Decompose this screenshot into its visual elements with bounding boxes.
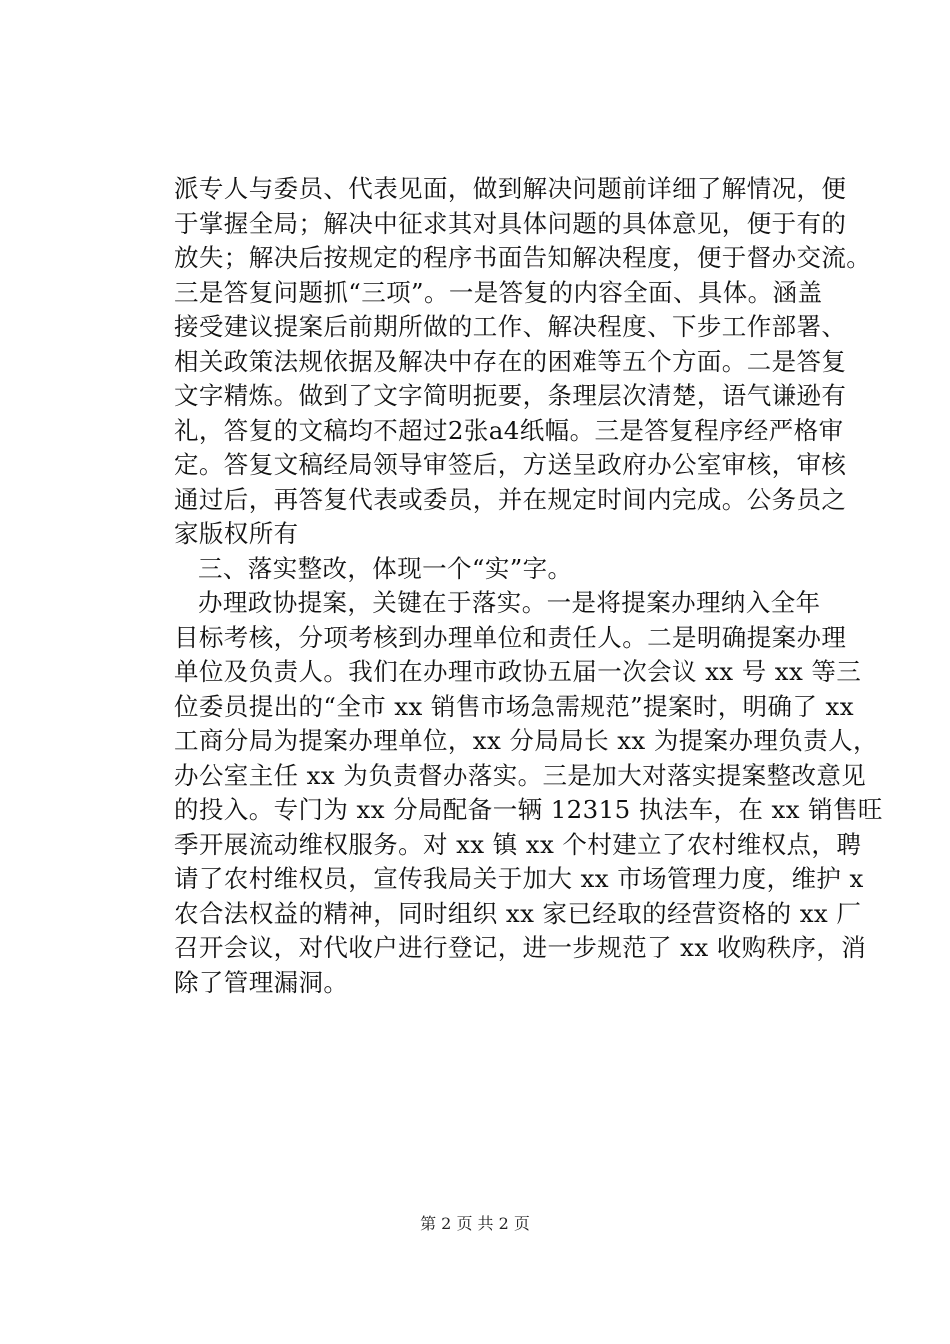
paragraph-1 [174,172,872,552]
text-line: 农合法权益的精神，同时组织 xx 家已经取的经营资格的 xx 厂 [174,898,862,928]
document-body [174,172,883,1000]
text-line: 放失；解决后按规定的程序书面告知解决程度，便于督办交流。 [174,243,872,272]
text-line: 位委员提出的“全市 xx 销售市场急需规范”提案时，明确了 xx [174,691,854,721]
text-line: 的投入。专门为 xx 分局配备一辆 12315 执法车，在 xx 销售旺 [174,795,883,824]
text-line: 家版权所有 [174,519,299,548]
text-line: 工商分局为提案办理单位，xx 分局局长 xx 为提案办理负责人， [174,726,878,755]
text-line: 目标考核，分项考核到办理单位和责任人。二是明确提案办理 [174,622,847,652]
section-heading: 三、落实整改，体现一个“实”字。 [198,553,573,583]
text-line: 除了管理漏洞。 [174,967,349,997]
text-line: 单位及负责人。我们在办理市政协五届一次会议 xx 号 xx 等三 [174,657,862,686]
paragraph-2 [174,586,883,1000]
text-line: 礼，答复的文稿均不超过2张a4纸幅。三是答复程序经严格审 [174,415,844,445]
text-line: 于掌握全局；解决中征求其对具体问题的具体意见，便于有的 [174,208,847,238]
text-line: 三是答复问题抓“三项”。一是答复的内容全面、具体。涵盖 [174,277,823,307]
text-line: 请了农村维权员，宣传我局关于加大 xx 市场管理力度，维护 x [174,864,864,893]
text-line: 接受建议提案后前期所做的工作、解决程度、下步工作部署、 [174,312,847,341]
text-line: 办公室主任 xx 为负责督办落实。三是加大对落实提案整改意见 [174,760,867,790]
text-line: 文字精炼。做到了文字简明扼要，条理层次清楚，语气谦逊有 [174,381,847,410]
text-line: 派专人与委员、代表见面，做到解决问题前详细了解情况，便 [174,174,847,203]
text-line: 季开展流动维权服务。对 xx 镇 xx 个村建立了农村维权点，聘 [174,829,862,859]
text-line: 定。答复文稿经局领导审签后，方送呈政府办公室审核，审核 [174,450,847,479]
text-line: 相关政策法规依据及解决中存在的困难等五个方面。二是答复 [174,346,847,376]
text-line: 召开会议，对代收户进行登记，进一步规范了 xx 收购秩序，消 [174,933,867,962]
text-line: 通过后，再答复代表或委员，并在规定时间内完成。公务员之 [174,484,847,514]
page-number: 第 2 页 共 2 页 [420,1214,530,1233]
text-line: 办理政协提案，关键在于落实。一是将提案办理纳入全年 [198,588,821,617]
page-footer [0,1213,950,1235]
